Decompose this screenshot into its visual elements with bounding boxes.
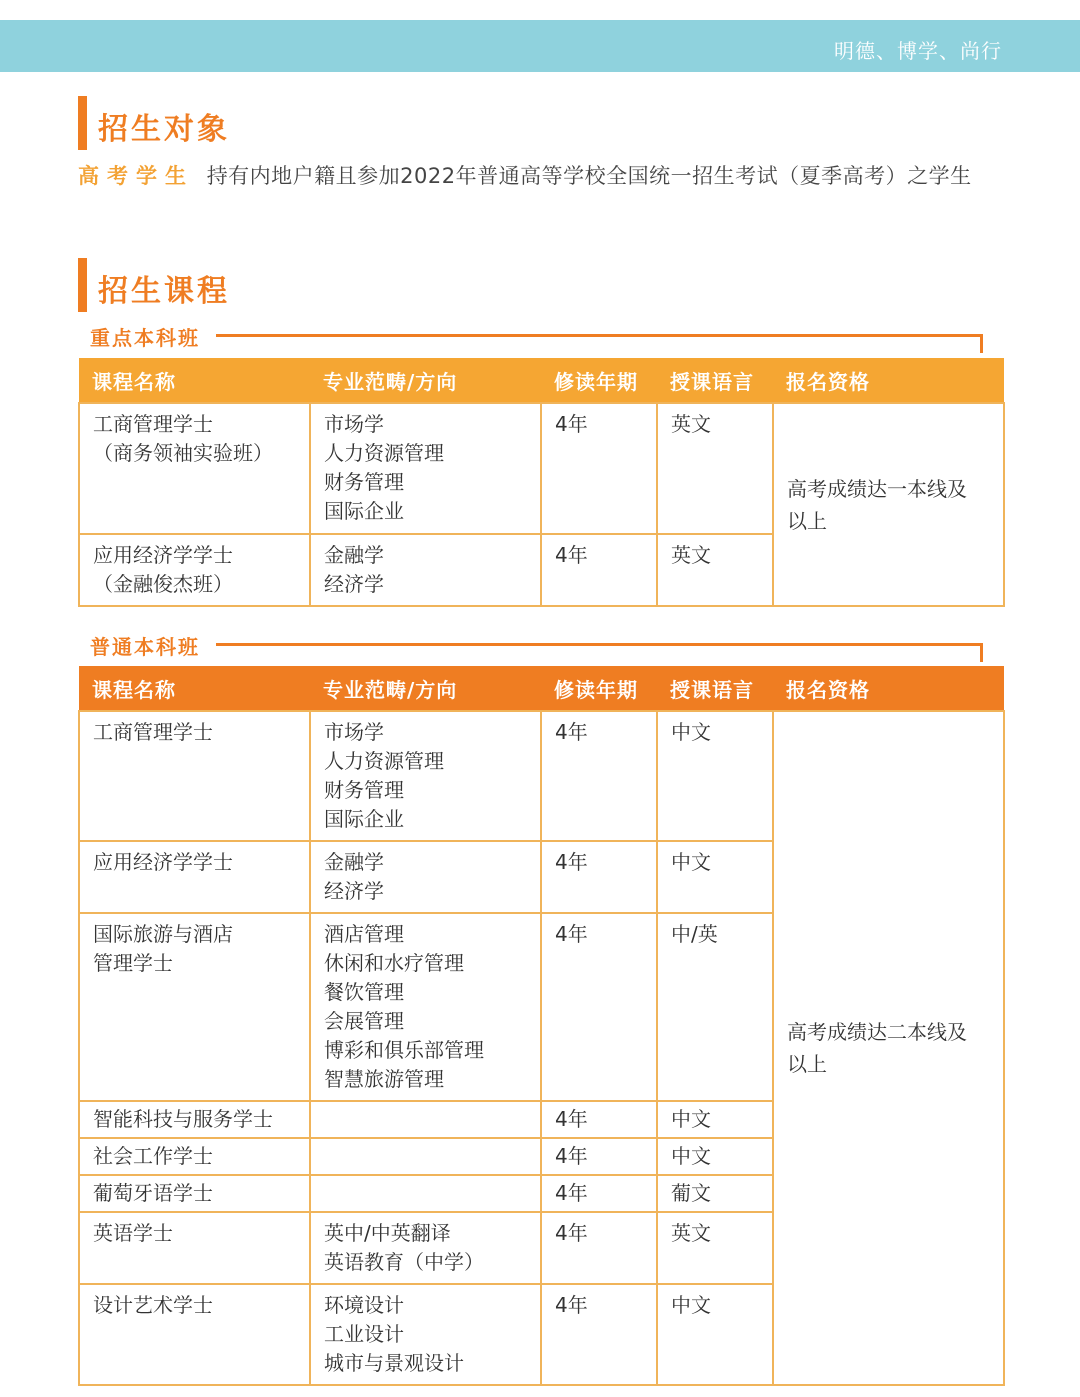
course-name: 国际旅游与酒店 bbox=[93, 922, 233, 946]
course-name: 应用经济学学士 bbox=[93, 850, 233, 874]
major-item: 工业设计 bbox=[324, 1322, 404, 1346]
course-name: 设计艺术学士 bbox=[93, 1293, 213, 1317]
years-cell: 4年 bbox=[541, 711, 657, 841]
major-item: 会展管理 bbox=[324, 1009, 404, 1033]
language-cell: 中文 bbox=[657, 1284, 773, 1385]
major-item: 博彩和俱乐部管理 bbox=[324, 1038, 484, 1062]
section-accent-bar bbox=[78, 258, 87, 312]
years-cell: 4年 bbox=[541, 1284, 657, 1385]
majors-cell bbox=[310, 1138, 541, 1175]
school-motto: 明德、博学、尚行 bbox=[834, 39, 1002, 63]
column-header: 报名资格 bbox=[773, 358, 1004, 403]
course-name: 工商管理学士 bbox=[93, 412, 213, 436]
qualification-text: 高考成绩达一本线及 bbox=[787, 476, 967, 501]
course-name: （金融俊杰班） bbox=[93, 572, 233, 596]
section-title: 招生课程 bbox=[98, 274, 230, 309]
subsection-label: 重点本科班 bbox=[90, 326, 200, 350]
course-name-cell: 智能科技与服务学士 bbox=[79, 1101, 310, 1138]
qualification-text: 以上 bbox=[787, 508, 827, 533]
major-item: 休闲和水疗管理 bbox=[324, 951, 464, 975]
language-cell: 中文 bbox=[657, 841, 773, 913]
language-cell: 英文 bbox=[657, 534, 773, 606]
course-name-cell bbox=[79, 913, 310, 1101]
years-cell: 4年 bbox=[541, 913, 657, 1101]
column-header: 专业范畴/方向 bbox=[310, 358, 541, 403]
subsection-label: 普通本科班 bbox=[90, 635, 200, 659]
major-item: 智慧旅游管理 bbox=[324, 1067, 444, 1091]
majors-cell bbox=[310, 534, 541, 606]
course-name-cell bbox=[79, 403, 310, 534]
subsection-regular-class bbox=[78, 629, 983, 663]
column-header: 授课语言 bbox=[657, 666, 773, 711]
majors-cell bbox=[310, 1284, 541, 1385]
course-name-cell: 社会工作学士 bbox=[79, 1138, 310, 1175]
course-name-cell bbox=[79, 534, 310, 606]
top-banner bbox=[0, 20, 1080, 72]
target-description: 持有内地户籍且参加2022年普通高等学校全国统一招生考试（夏季高考）之学生 bbox=[206, 164, 972, 188]
qualification-cell bbox=[773, 403, 1004, 606]
subsection-divider bbox=[216, 334, 983, 353]
language-cell: 英文 bbox=[657, 403, 773, 534]
majors-cell bbox=[310, 403, 541, 534]
column-header: 报名资格 bbox=[773, 666, 1004, 711]
course-name: 管理学士 bbox=[93, 951, 173, 975]
years-cell: 4年 bbox=[541, 403, 657, 534]
qualification-cell bbox=[773, 711, 1004, 1385]
major-item: 市场学 bbox=[324, 412, 384, 436]
major-item: 国际企业 bbox=[324, 499, 404, 523]
subsection-key-class bbox=[78, 320, 983, 354]
major-item: 国际企业 bbox=[324, 807, 404, 831]
column-header: 修读年期 bbox=[541, 358, 657, 403]
language-cell: 中文 bbox=[657, 711, 773, 841]
major-item: 环境设计 bbox=[324, 1293, 404, 1317]
major-item: 金融学 bbox=[324, 543, 384, 567]
qualification-text: 以上 bbox=[787, 1052, 827, 1076]
major-item: 经济学 bbox=[324, 879, 384, 903]
major-item: 人力资源管理 bbox=[324, 749, 444, 773]
subsection-divider bbox=[216, 643, 983, 662]
major-item: 财务管理 bbox=[324, 778, 404, 802]
major-item: 市场学 bbox=[324, 720, 384, 744]
years-cell: 4年 bbox=[541, 1138, 657, 1175]
table-header-row bbox=[79, 358, 1004, 403]
language-cell: 中/英 bbox=[657, 913, 773, 1101]
column-header: 专业范畴/方向 bbox=[310, 666, 541, 711]
course-name: 英语学士 bbox=[93, 1221, 173, 1245]
language-cell: 中文 bbox=[657, 1101, 773, 1138]
major-item: 英中/中英翻译 bbox=[324, 1221, 451, 1245]
majors-cell bbox=[310, 913, 541, 1101]
regular-class-table bbox=[78, 666, 1005, 1386]
course-name: 应用经济学学士 bbox=[93, 543, 233, 567]
language-cell: 中文 bbox=[657, 1138, 773, 1175]
major-item: 酒店管理 bbox=[324, 922, 404, 946]
course-name-cell bbox=[79, 1284, 310, 1385]
column-header: 课程名称 bbox=[79, 666, 310, 711]
years-cell: 4年 bbox=[541, 841, 657, 913]
table-row bbox=[79, 711, 1004, 841]
major-item: 城市与景观设计 bbox=[324, 1351, 464, 1375]
table-row bbox=[79, 403, 1004, 534]
course-name-cell: 葡萄牙语学士 bbox=[79, 1175, 310, 1212]
course-name: 工商管理学士 bbox=[93, 720, 213, 744]
key-class-table bbox=[78, 358, 1005, 607]
course-name-cell bbox=[79, 1212, 310, 1284]
language-cell: 葡文 bbox=[657, 1175, 773, 1212]
major-item: 金融学 bbox=[324, 850, 384, 874]
column-header: 授课语言 bbox=[657, 358, 773, 403]
years-cell: 4年 bbox=[541, 1212, 657, 1284]
majors-cell bbox=[310, 1175, 541, 1212]
major-item: 英语教育（中学） bbox=[324, 1250, 484, 1274]
major-item: 餐饮管理 bbox=[324, 980, 404, 1004]
majors-cell bbox=[310, 711, 541, 841]
major-item: 人力资源管理 bbox=[324, 441, 444, 465]
target-label: 高考学生 bbox=[78, 164, 194, 188]
years-cell: 4年 bbox=[541, 1175, 657, 1212]
majors-cell bbox=[310, 841, 541, 913]
section-title: 招生对象 bbox=[98, 112, 230, 147]
major-item: 经济学 bbox=[324, 572, 384, 596]
major-item: 财务管理 bbox=[324, 470, 404, 494]
column-header: 课程名称 bbox=[79, 358, 310, 403]
language-cell: 英文 bbox=[657, 1212, 773, 1284]
qualification-text: 高考成绩达二本线及 bbox=[787, 1020, 967, 1044]
course-name-cell bbox=[79, 841, 310, 913]
column-header: 修读年期 bbox=[541, 666, 657, 711]
years-cell: 4年 bbox=[541, 1101, 657, 1138]
table-header-row bbox=[79, 666, 1004, 711]
majors-cell bbox=[310, 1101, 541, 1138]
admission-target-line bbox=[78, 160, 972, 190]
course-name: （商务领袖实验班） bbox=[93, 441, 273, 465]
course-name-cell bbox=[79, 711, 310, 841]
majors-cell bbox=[310, 1212, 541, 1284]
years-cell: 4年 bbox=[541, 534, 657, 606]
section-accent-bar bbox=[78, 96, 87, 150]
